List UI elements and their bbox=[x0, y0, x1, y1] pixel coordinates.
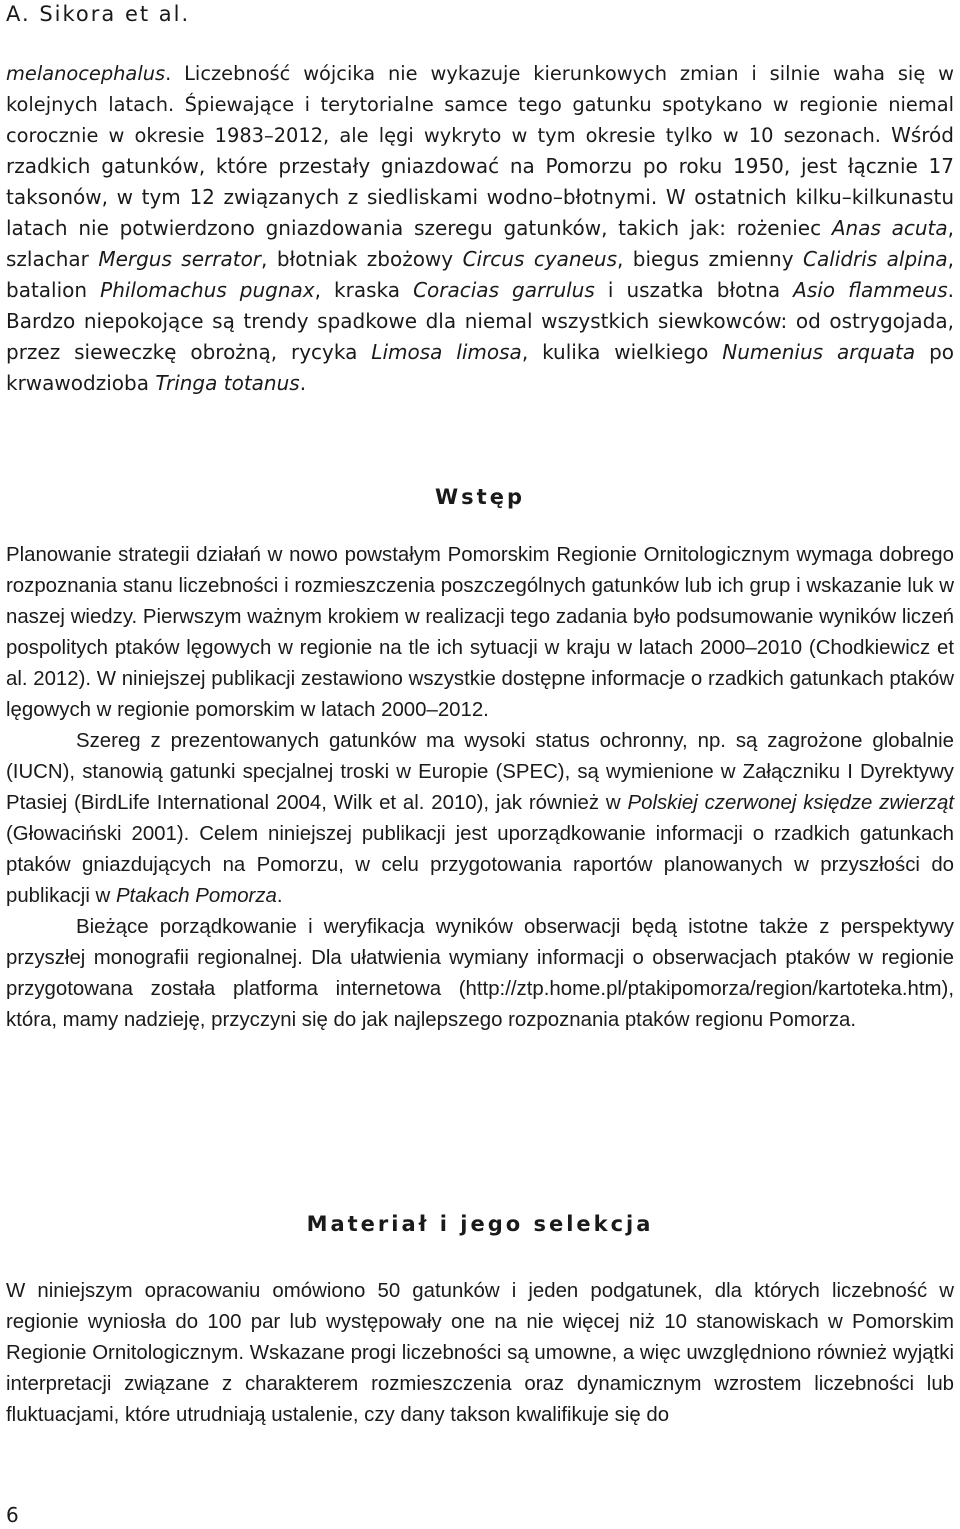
italic-text-run: melanocephalus bbox=[6, 62, 166, 85]
text-run: , kulika wielkiego bbox=[521, 340, 723, 364]
page-number: 6 bbox=[6, 1503, 19, 1527]
text-run: , kraska bbox=[314, 278, 414, 302]
running-head: A. Sikora et al. bbox=[6, 2, 191, 26]
italic-text-run: Anas acuta bbox=[831, 216, 948, 240]
italic-text-run: Numenius arquata bbox=[722, 340, 916, 364]
intro-text bbox=[6, 58, 954, 399]
italic-text-run: Tringa totanus bbox=[155, 371, 300, 395]
text-run: Bieżące porządkowanie i weryfikacja wyników obserwacji będą istotne także z perspektywy przyszłej monografii regionalnej. Dla ułatwienia wymiany informacji o obserwacjach ptaków w regionie przygotowana została platforma internetowa (http://ztp.home.pl/ptakipomorza/region/kartoteka.htm), która, mamy nadzieję, przyczyni się do jak najlepszego rozpoznania ptaków regionu Pomorza. bbox=[6, 916, 954, 1031]
italic-text-run: Mergus serrator bbox=[98, 247, 262, 271]
body-paragraph bbox=[6, 1276, 954, 1431]
body-paragraph bbox=[6, 540, 954, 726]
italic-text-run: Asio flammeus bbox=[793, 278, 948, 302]
section-body-material bbox=[6, 1276, 954, 1431]
text-run: . Liczebność wójcika nie wykazuje kierunkowych zmian i silnie waha się w kolejnych latach. Śpiewające i terytorialne samce tego gatunku spotykano w regionie niemal corocznie w okresie 1983–2012, ale lęgi wykryto w tym okresie tylko w 10 sezonach. bbox=[6, 62, 954, 147]
italic-text-run: Coracias garrulus bbox=[413, 278, 595, 302]
text-run: . bbox=[276, 885, 283, 907]
text-run: , biegus zmienny bbox=[616, 247, 803, 271]
body-paragraph bbox=[6, 726, 954, 912]
italic-text-run: Ptakach Pomorza bbox=[115, 885, 277, 907]
body-paragraph bbox=[6, 912, 954, 1036]
italic-text-run: Polskiej czerwonej księdze zwierząt bbox=[627, 792, 954, 814]
text-run: , błotniak zbożowy bbox=[261, 247, 463, 271]
text-run: i uszatka błotna bbox=[594, 278, 794, 302]
italic-text-run: Circus cyaneus bbox=[462, 247, 617, 271]
document-page bbox=[6, 0, 954, 1529]
text-run: W niniejszym opracowaniu omówiono 50 gatunków i jeden podgatunek, dla których liczebność w regionie wyniosła do 100 par lub występowały one na nie więcej niż 10 stanowiskach w Pomorskim Regionie Ornitologicznym. Wskazane progi liczebności są umowne, a więc uwzględniono również wyjątki interpretacji związane z charakterem rozmieszczenia oraz dynamicznym wzrostem liczebności lub fluktuacjami, które utrudniają ustalenie, czy dany takson kwalifikuje się do bbox=[6, 1280, 954, 1426]
text-run: , szlachar bbox=[6, 216, 954, 271]
text-run: (Głowaciński 2001). Celem niniejszej publikacji jest uporządkowanie informacji o rzadkich gatunkach ptaków gniazdujących na Pomorzu, w celu przygotowania raportów planowanych w przyszłości do publikacji w bbox=[6, 823, 954, 907]
text-run: Wśród rzadkich gatunków, które przestały gniazdować na Pomorzu po roku 1950, jest łącznie 17 taksonów, w tym 12 związanych z siedliskami wodno–błotnymi. W ostatnich kilku–kilkunastu latach nie potwierdzono gniazdowania szeregu gatunków, takich jak: rożeniec bbox=[6, 123, 954, 240]
italic-text-run: Limosa limosa bbox=[371, 340, 522, 364]
italic-text-run: Philomachus pugnax bbox=[100, 278, 315, 302]
text-run: . Bardzo niepokojące są trendy spadkowe dla niemal wszystkich siewkowców: od ostrygojada, przez sieweczkę obrożną, rycyka bbox=[6, 278, 954, 364]
section-title-material: Materiał i jego selekcja bbox=[306, 1212, 654, 1236]
text-run: po krwawodzioba bbox=[6, 340, 955, 395]
text-run: Szereg z prezentowanych gatunków ma wysoki status ochronny, np. są zagrożone globalnie (IUCN), stanowią gatunki specjalnej troski w Europie (SPEC), są wymienione w Załączniku I Dyrektywy Ptasiej (BirdLife International 2004, Wilk et al. 2010), jak również w bbox=[6, 730, 954, 814]
intro-paragraph bbox=[6, 58, 954, 399]
section-title-wstep: Wstęp bbox=[435, 485, 525, 509]
section-body-wstep bbox=[6, 540, 954, 1036]
text-run: . bbox=[299, 371, 307, 395]
text-run: Planowanie strategii działań w nowo powstałym Pomorskim Regionie Ornitologicznym wymaga dobrego rozpoznania stanu liczebności i rozmieszczenia poszczególnych gatunków lub ich grup i wskazanie luk w naszej wiedzy. Pierwszym ważnym krokiem w realizacji tego zadania było podsumowanie wyników liczeń pospolitych ptaków lęgowych w regionie na tle ich sytuacji w kraju w latach 2000–2010 (Chodkiewicz et al. 2012). W niniejszej publikacji zestawiono wszystkie dostępne informacje o rzadkich gatunkach ptaków lęgowych w regionie pomorskim w latach 2000–2012. bbox=[6, 544, 954, 721]
italic-text-run: Calidris alpina bbox=[802, 247, 948, 271]
text-run: , batalion bbox=[6, 247, 954, 302]
